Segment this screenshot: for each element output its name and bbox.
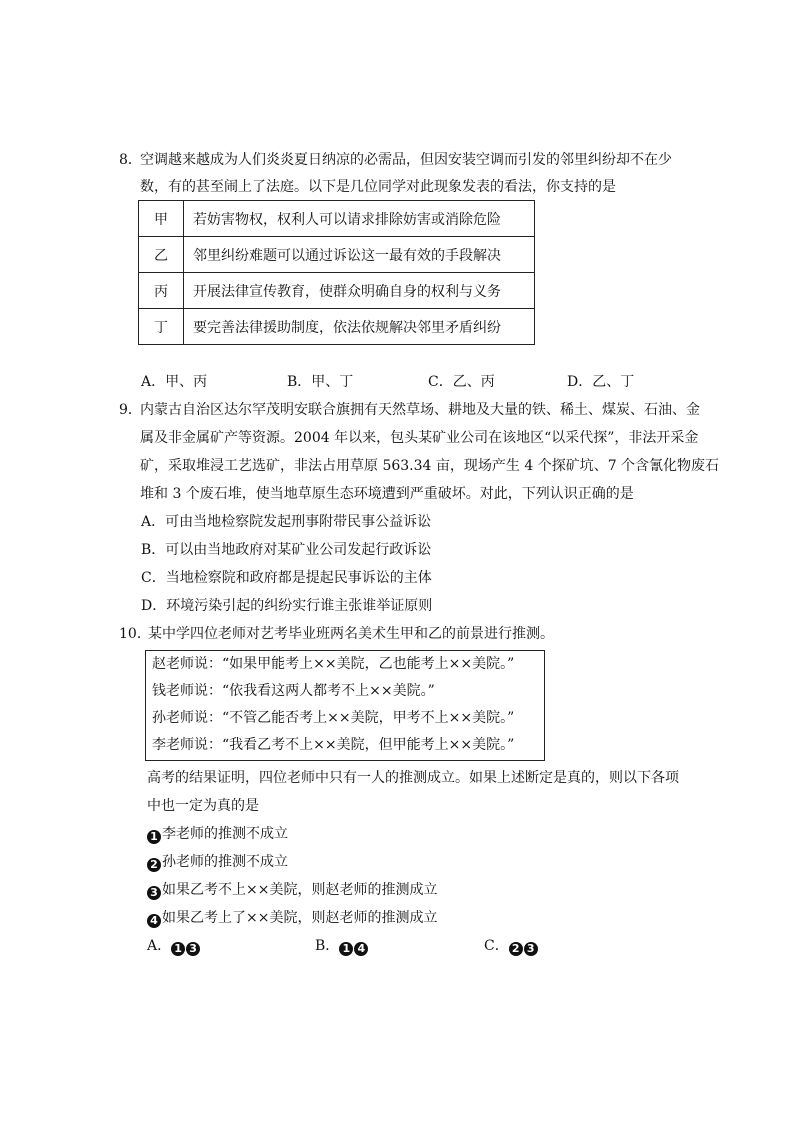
circled-number-icon: 3 [186, 942, 200, 956]
table-row [139, 309, 535, 345]
q10-option-b [315, 936, 369, 956]
row-label: 丙 [139, 273, 184, 309]
row-text: 要完善法律援助制度，依法依规解决邻里矛盾纠纷 [184, 309, 535, 345]
q10-result-line2: 中也一定为真的是 [147, 798, 259, 814]
q10-option-a [147, 936, 201, 956]
q8-option-d: D．乙、丁 [567, 374, 635, 390]
item-text: 如果乙考上了××美院，则赵老师的推测成立 [162, 910, 438, 926]
q9-number: 9． [119, 402, 142, 418]
quote-qian: 钱老师说：“依我看这两人都考不上××美院。” [152, 683, 435, 699]
quote-sun: 孙老师说：“不管乙能否考上××美院，甲考不上××美院。” [152, 710, 515, 726]
circled-number-icon: 1 [147, 830, 161, 844]
q8-option-b: B．甲、丁 [287, 374, 354, 390]
q10-item-3 [147, 880, 437, 900]
circled-number-icon: 1 [171, 942, 185, 956]
q9-option-b: B．可以由当地政府对某矿业公司发起行政诉讼 [141, 542, 432, 558]
option-prefix: A． [147, 938, 172, 954]
q10-stem: 某中学四位老师对艺考毕业班两名美术生甲和乙的前景进行推测。 [148, 626, 554, 642]
q8-opinions-table [138, 200, 535, 345]
q8-number: 8． [119, 152, 142, 168]
q8-stem-line2: 数，有的甚至闹上了法庭。以下是几位同学对此现象发表的看法，你支持的是 [140, 179, 616, 195]
circled-number-icon: 2 [147, 858, 161, 872]
row-text: 开展法律宣传教育，使群众明确自身的权利与义务 [184, 273, 535, 309]
item-text: 李老师的推测不成立 [162, 826, 288, 842]
q10-item-4 [147, 908, 437, 928]
table-row [139, 201, 535, 237]
row-text: 邻里纠纷难题可以通过诉讼这一最有效的手段解决 [184, 237, 535, 273]
q9-option-d: D．环境污染引起的纠纷实行谁主张谁举证原则 [141, 598, 433, 614]
q10-item-2 [147, 852, 288, 872]
item-text: 孙老师的推测不成立 [162, 854, 288, 870]
q9-option-a: A．可由当地检察院发起刑事附带民事公益诉讼 [141, 514, 432, 530]
row-label: 乙 [139, 237, 184, 273]
row-text: 若妨害物权，权利人可以请求排除妨害或消除危险 [184, 201, 535, 237]
q10-option-c [484, 936, 539, 956]
q9-stem-line2: 属及非金属矿产等资源。2004 年以来，包头某矿业公司在该地区“以采代探”，非法开采金 [140, 430, 699, 446]
item-text: 如果乙考不上××美院，则赵老师的推测成立 [162, 882, 438, 898]
circled-number-icon: 3 [524, 942, 538, 956]
row-label: 丁 [139, 309, 184, 345]
quote-zhao: 赵老师说：“如果甲能考上××美院，乙也能考上××美院。” [152, 656, 515, 672]
q8-option-a: A．甲、丙 [141, 374, 208, 390]
circled-number-icon: 4 [147, 914, 161, 928]
table-row [139, 273, 535, 309]
q8-option-c: C．乙、丙 [428, 374, 495, 390]
q9-stem-line4: 堆和 3 个废石堆，使当地草原生态环境遭到严重破坏。对此，下列认识正确的是 [140, 486, 634, 502]
circled-number-icon: 4 [354, 942, 368, 956]
option-prefix: C． [484, 938, 509, 954]
option-prefix: B． [315, 938, 340, 954]
circled-number-icon: 1 [339, 942, 353, 956]
q9-option-c: C．当地检察院和政府都是提起民事诉讼的主体 [141, 570, 432, 586]
quote-li: 李老师说：“我看乙考不上××美院，但甲能考上××美院。” [152, 737, 515, 753]
q10-result-line1: 高考的结果证明，四位老师中只有一人的推测成立。如果上述断定是真的，则以下各项 [147, 770, 679, 786]
circled-number-icon: 2 [509, 942, 523, 956]
q10-item-1 [147, 824, 288, 844]
q9-stem-line3: 矿，采取堆浸工艺选矿，非法占用草原 563.34 亩，现场产生 4 个探矿坑、7 个含氰化物废石 [140, 458, 720, 474]
q8-stem-line1: 空调越来越成为人们炎炎夏日纳凉的必需品，但因安装空调而引发的邻里纠纷却不在少 [140, 152, 672, 168]
table-row [139, 237, 535, 273]
circled-number-icon: 3 [147, 886, 161, 900]
teacher-quotes-box [145, 650, 545, 761]
q10-number: 10． [119, 626, 151, 642]
row-label: 甲 [139, 201, 184, 237]
q9-stem-line1: 内蒙古自治区达尔罕茂明安联合旗拥有天然草场、耕地及大量的铁、稀土、煤炭、石油、金 [140, 402, 700, 418]
